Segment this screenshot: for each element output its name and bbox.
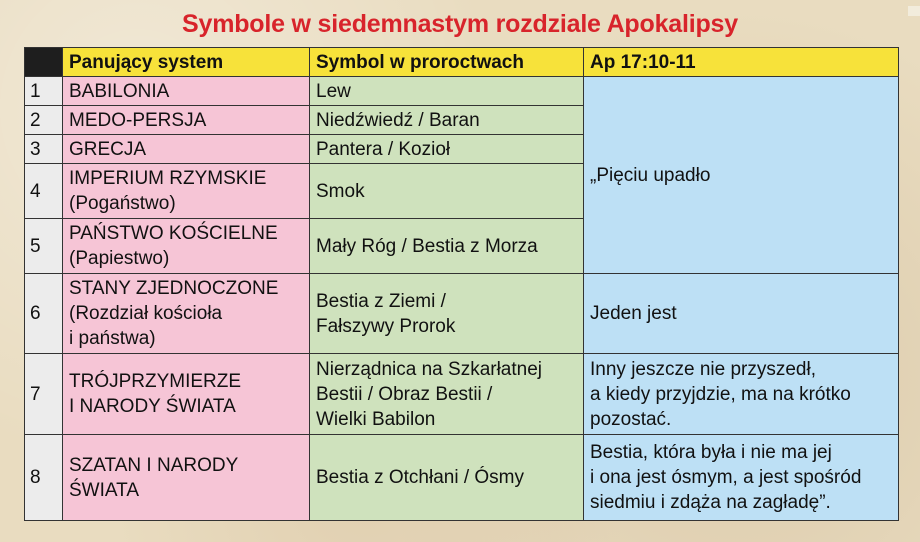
system-cell — [63, 135, 310, 164]
symbol-cell — [310, 135, 584, 164]
symbol-line: Wielki Babilon — [316, 408, 436, 430]
system-cell — [63, 106, 310, 135]
system-line: I NARODY ŚWIATA — [69, 396, 236, 417]
symbol-cell — [310, 354, 584, 435]
ap-cell-group — [584, 77, 899, 274]
header-corner — [25, 48, 63, 77]
system-subline: (Pogaństwo) — [69, 193, 176, 214]
ap-line: siedmiu i zdąża na zagładę”. — [590, 492, 831, 513]
system-line: MEDO-PERSJA — [69, 109, 207, 131]
symbol-line: Smok — [316, 180, 365, 202]
ap-line: Inny jeszcze nie przyszedł, — [590, 358, 816, 380]
ap-line: i ona jest ósmym, a jest spośród — [590, 467, 862, 488]
ap-line: a kiedy przyjdzie, ma na krótko — [590, 383, 851, 405]
system-line: STANY ZJEDNOCZONE — [69, 278, 279, 299]
system-line: IMPERIUM RZYMSKIE — [69, 168, 267, 189]
corner-badge — [908, 6, 920, 16]
table-header-row — [25, 48, 899, 77]
symbol-cell — [310, 106, 584, 135]
row-number: 1 — [25, 77, 63, 106]
system-line: GRECJA — [69, 138, 147, 160]
row-number: 8 — [25, 435, 63, 521]
ap-cell — [584, 274, 899, 354]
symbol-line: Bestia z Ziemi / — [316, 290, 446, 312]
symbol-line: Fałszywy Prorok — [316, 315, 456, 337]
row-number: 5 — [25, 219, 63, 274]
system-line: TRÓJPRZYMIERZE — [69, 371, 242, 392]
ap-cell — [584, 435, 899, 521]
table-row — [25, 354, 899, 435]
symbol-line: Mały Róg / Bestia z Morza — [316, 235, 538, 257]
row-number: 3 — [25, 135, 63, 164]
ap-line: pozostać. — [590, 408, 672, 430]
symbol-cell — [310, 435, 584, 521]
symbol-line: Pantera / Kozioł — [316, 138, 451, 160]
system-line: BABILONIA — [69, 80, 170, 102]
symbols-table — [24, 47, 899, 521]
system-cell — [63, 219, 310, 274]
table-row — [25, 435, 899, 521]
row-number: 7 — [25, 354, 63, 435]
ap-line: Bestia, która była i nie ma jej — [590, 442, 832, 463]
header-symbol: Symbol w proroctwach — [310, 48, 584, 77]
system-subline: (Rozdział kościoła — [69, 303, 223, 324]
symbol-cell — [310, 219, 584, 274]
row-number: 2 — [25, 106, 63, 135]
system-line: SZATAN I NARODY — [69, 454, 239, 476]
symbol-line: Nierządnica na Szkarłatnej — [316, 358, 543, 380]
table-row — [25, 274, 899, 354]
system-line: PAŃSTWO KOŚCIELNE — [69, 223, 278, 244]
ap-cell — [584, 354, 899, 435]
system-cell — [63, 77, 310, 106]
system-subline: i państwa) — [69, 328, 156, 349]
system-cell — [63, 354, 310, 435]
header-system: Panujący system — [63, 48, 310, 77]
row-number: 6 — [25, 274, 63, 354]
header-ap: Ap 17:10-11 — [584, 48, 899, 77]
symbol-line: Bestia z Otchłani / Ósmy — [316, 467, 525, 488]
system-line: ŚWIATA — [69, 479, 140, 501]
symbol-line: Niedźwiedź / Baran — [316, 109, 480, 131]
symbol-cell — [310, 77, 584, 106]
page-title: Symbole w siedemnastym rozdziale Apokalipsy — [182, 10, 738, 38]
symbol-cell — [310, 274, 584, 354]
system-cell — [63, 274, 310, 354]
symbol-line: Bestii / Obraz Bestii / — [316, 383, 493, 405]
symbol-cell — [310, 164, 584, 219]
system-cell — [63, 164, 310, 219]
symbol-line: Lew — [316, 80, 351, 102]
ap-line: „Pięciu upadło — [590, 164, 711, 186]
ap-line: Jeden jest — [590, 303, 677, 324]
system-cell — [63, 435, 310, 521]
table-row — [25, 77, 899, 106]
row-number: 4 — [25, 164, 63, 219]
system-subline: (Papiestwo) — [69, 248, 170, 269]
